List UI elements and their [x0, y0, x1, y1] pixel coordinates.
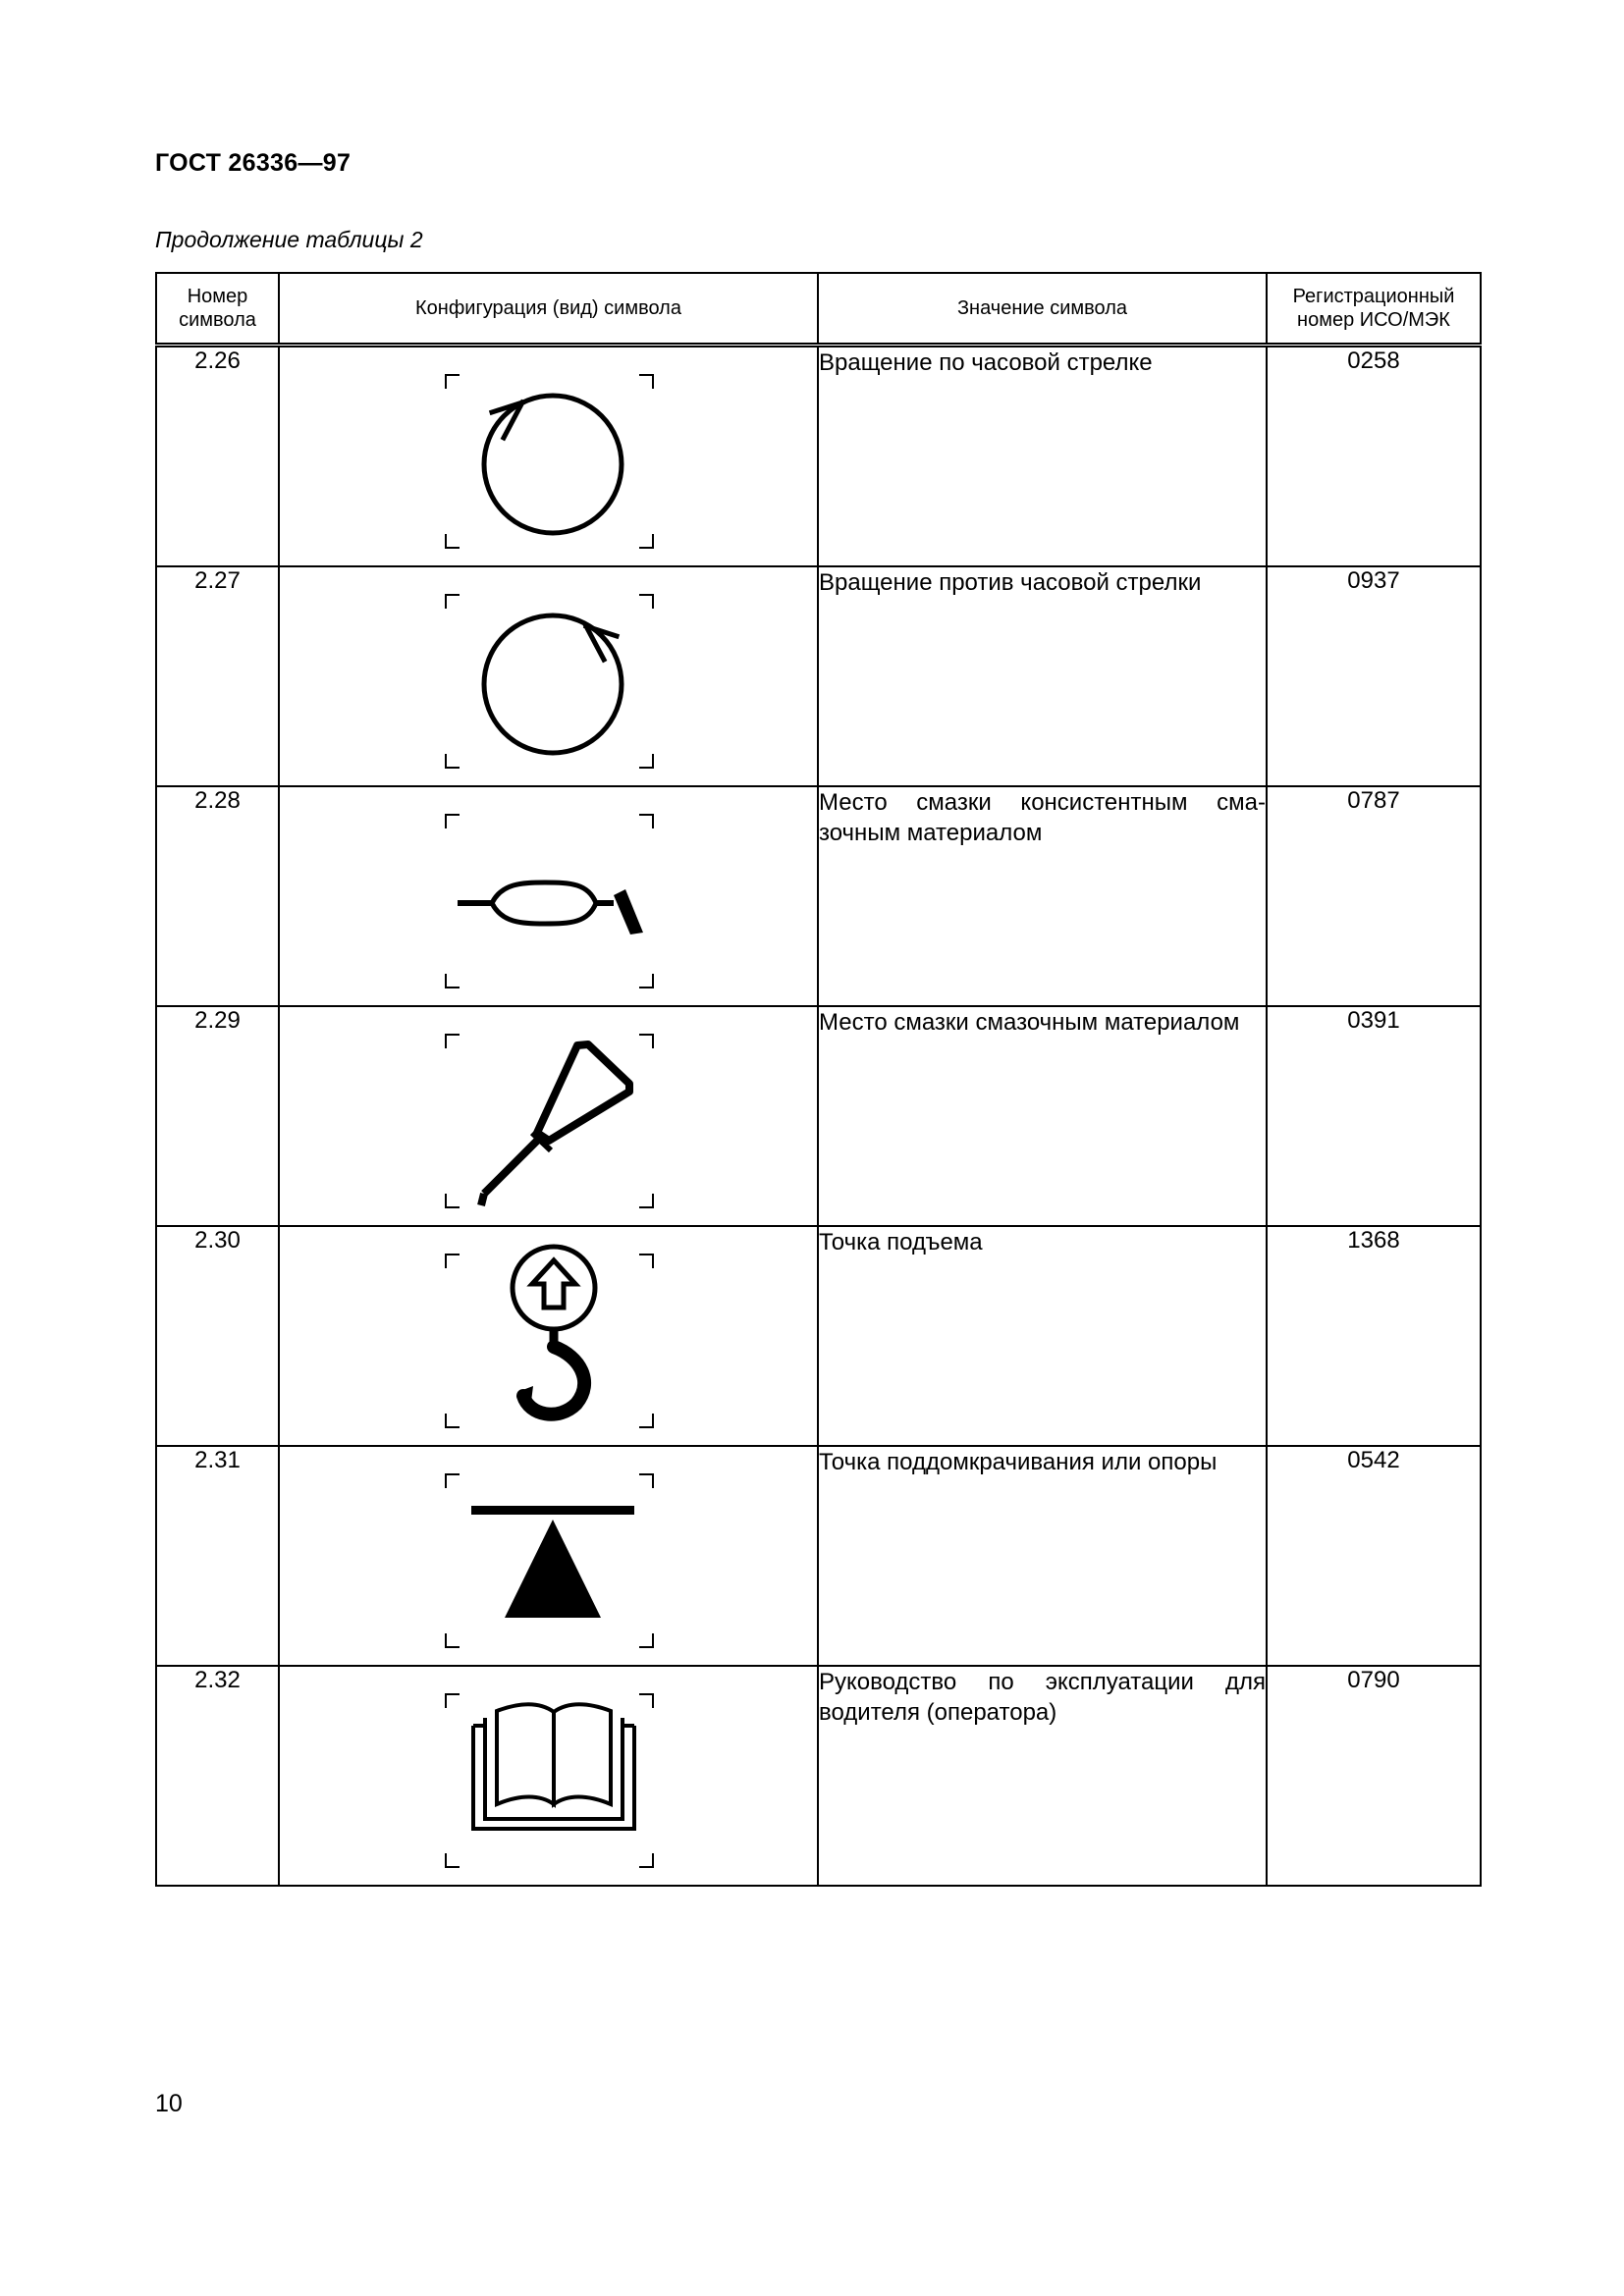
symbol-number: 2.31 — [156, 1446, 279, 1666]
symbol-figure — [279, 1006, 818, 1226]
oil-lubrication-point-icon — [280, 1007, 819, 1225]
table-header-row — [156, 273, 1481, 346]
symbol-meaning: Место смазки консистентным смазочным материалом — [818, 786, 1267, 1006]
table-row — [156, 1226, 1481, 1446]
column-header-configuration: Конфигурация (вид) символа — [279, 273, 818, 346]
symbol-number: 2.32 — [156, 1666, 279, 1886]
symbol-meaning: Точка подъема — [818, 1226, 1267, 1446]
table-row — [156, 1446, 1481, 1666]
column-header-number: Номер символа — [156, 273, 279, 346]
jacking-point-icon — [280, 1447, 819, 1665]
column-header-meaning: Значение символа — [818, 273, 1267, 346]
registration-number: 0937 — [1267, 566, 1481, 786]
grease-point-icon — [280, 787, 819, 1005]
symbol-number: 2.30 — [156, 1226, 279, 1446]
table-row — [156, 786, 1481, 1006]
page-number: 10 — [155, 2090, 183, 2117]
symbol-number: 2.28 — [156, 786, 279, 1006]
symbols-table — [155, 272, 1482, 1887]
registration-number: 0790 — [1267, 1666, 1481, 1886]
symbol-figure — [279, 1226, 818, 1446]
symbol-number: 2.29 — [156, 1006, 279, 1226]
symbol-figure — [279, 1666, 818, 1886]
counterclockwise-rotation-icon — [280, 567, 819, 785]
clockwise-rotation-icon — [280, 347, 819, 565]
lifting-point-icon — [280, 1227, 819, 1445]
registration-number: 1368 — [1267, 1226, 1481, 1446]
symbol-figure — [279, 346, 818, 567]
symbol-figure — [279, 1446, 818, 1666]
symbol-figure — [279, 566, 818, 786]
registration-number: 0258 — [1267, 346, 1481, 567]
table-row — [156, 1006, 1481, 1226]
symbol-meaning: Вращение против часовой стрелки — [818, 566, 1267, 786]
registration-number: 0391 — [1267, 1006, 1481, 1226]
table-row — [156, 566, 1481, 786]
symbol-meaning: Вращение по часовой стрелке — [818, 346, 1267, 567]
symbol-meaning: Руководство по эксплуатации для водителя (оператора) — [818, 1666, 1267, 1886]
symbol-figure — [279, 786, 818, 1006]
symbol-meaning: Место смазки смазочным материалом — [818, 1006, 1267, 1226]
operator-manual-icon — [280, 1667, 819, 1885]
table-caption: Продолжение таблицы 2 — [155, 227, 423, 252]
symbol-number: 2.27 — [156, 566, 279, 786]
document-title: ГОСТ 26336—97 — [155, 149, 352, 177]
symbol-meaning: Точка поддомкрачивания или опоры — [818, 1446, 1267, 1666]
table-row — [156, 346, 1481, 567]
registration-number: 0542 — [1267, 1446, 1481, 1666]
symbol-number: 2.26 — [156, 346, 279, 567]
table-row — [156, 1666, 1481, 1886]
registration-number: 0787 — [1267, 786, 1481, 1006]
column-header-registration: Регистрационный номер ИСО/МЭК — [1267, 273, 1481, 346]
